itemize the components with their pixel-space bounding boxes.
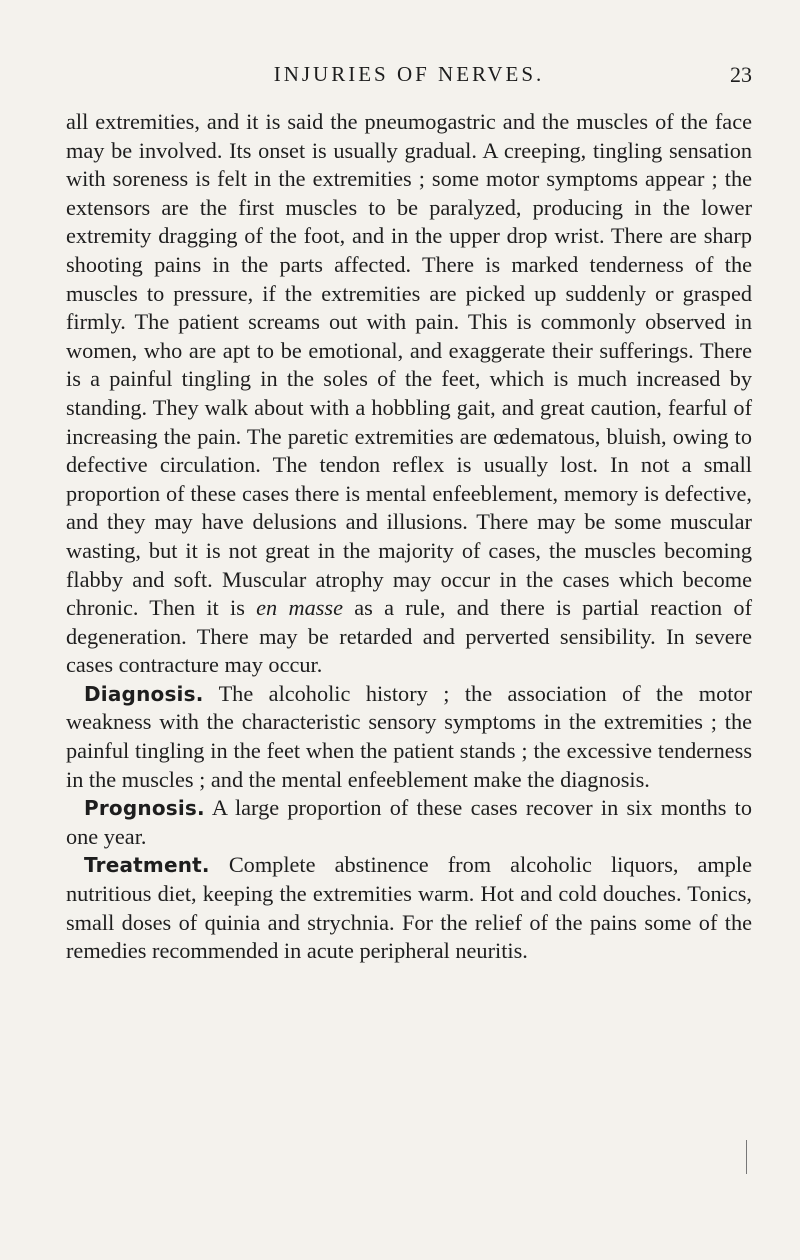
running-head (66, 62, 752, 92)
italic-phrase: en masse (256, 595, 343, 621)
treatment-heading: Treatment. (84, 853, 210, 878)
page-number: 23 (730, 62, 752, 87)
paragraph-text: as a rule, and there is partial reaction of degeneration. There may be retarded and perverted sensibility. In severe cases contracture may occur. (66, 595, 752, 678)
paragraph-text: all extremities, and it is said the pneumogastric and the muscles of the face may be involved. Its onset is usually gradual. A creeping, tingling sensation with soreness is felt in the extremities ; some motor symptoms appear ; the extensors are the first muscles to be paralyzed, producing in the lower extremity dragging of the foot, and in the upper drop wrist. There are sharp shooting pains in the parts affected. There is marked tenderness of the muscles to pressure, if the extremities are picked up suddenly or grasped firmly. The patient screams out with pain. This is commonly observed in women, who are apt to be emotional, and exaggerate their sufferings. There is a painful tingling in the soles of the feet, which is much increased by standing. They walk about with a hobbling gait, and great caution, fearful of increasing the pain. The paretic extremities are œdematous, bluish, owing to defective circulation. The tendon reflex is usually lost. In not a small proportion of these cases there is mental enfeeblement, memory is defective, and they may have delusions and illusions. There may be some muscular wasting, but it is not great in the majority of cases, the muscles becoming flabby and soft. Muscular atrophy may occur in the cases which become chronic. Then it is (66, 109, 752, 621)
paragraph-continuation (66, 108, 752, 680)
prognosis-text: A large proportion of these cases recover in six months to one year. (66, 795, 752, 849)
diagnosis-text: The alcoholic history ; the association of the motor weakness with the characteristic sensory symptoms in the extremities ; the painful tingling in the feet when the patient stands ; the excessive tenderness in the muscles ; and the mental enfeeblement make the diagnosis. (66, 680, 753, 792)
diagnosis-paragraph (66, 680, 752, 794)
treatment-paragraph (66, 851, 752, 965)
running-title: INJURIES OF NERVES. (273, 62, 545, 86)
body-text (66, 108, 752, 966)
diagnosis-heading: Diagnosis. (84, 681, 204, 706)
scan-mark (746, 1140, 747, 1174)
prognosis-heading: Prognosis. (84, 796, 205, 821)
treatment-text: Complete abstinence from alcoholic liquors, ample nutritious diet, keeping the extremities warm. Hot and cold douches. Tonics, small doses of quinia and strychnia. For the relief of the pains some of the remedies recommended in acute peripheral neuritis. (66, 852, 753, 964)
prognosis-paragraph (66, 794, 752, 851)
